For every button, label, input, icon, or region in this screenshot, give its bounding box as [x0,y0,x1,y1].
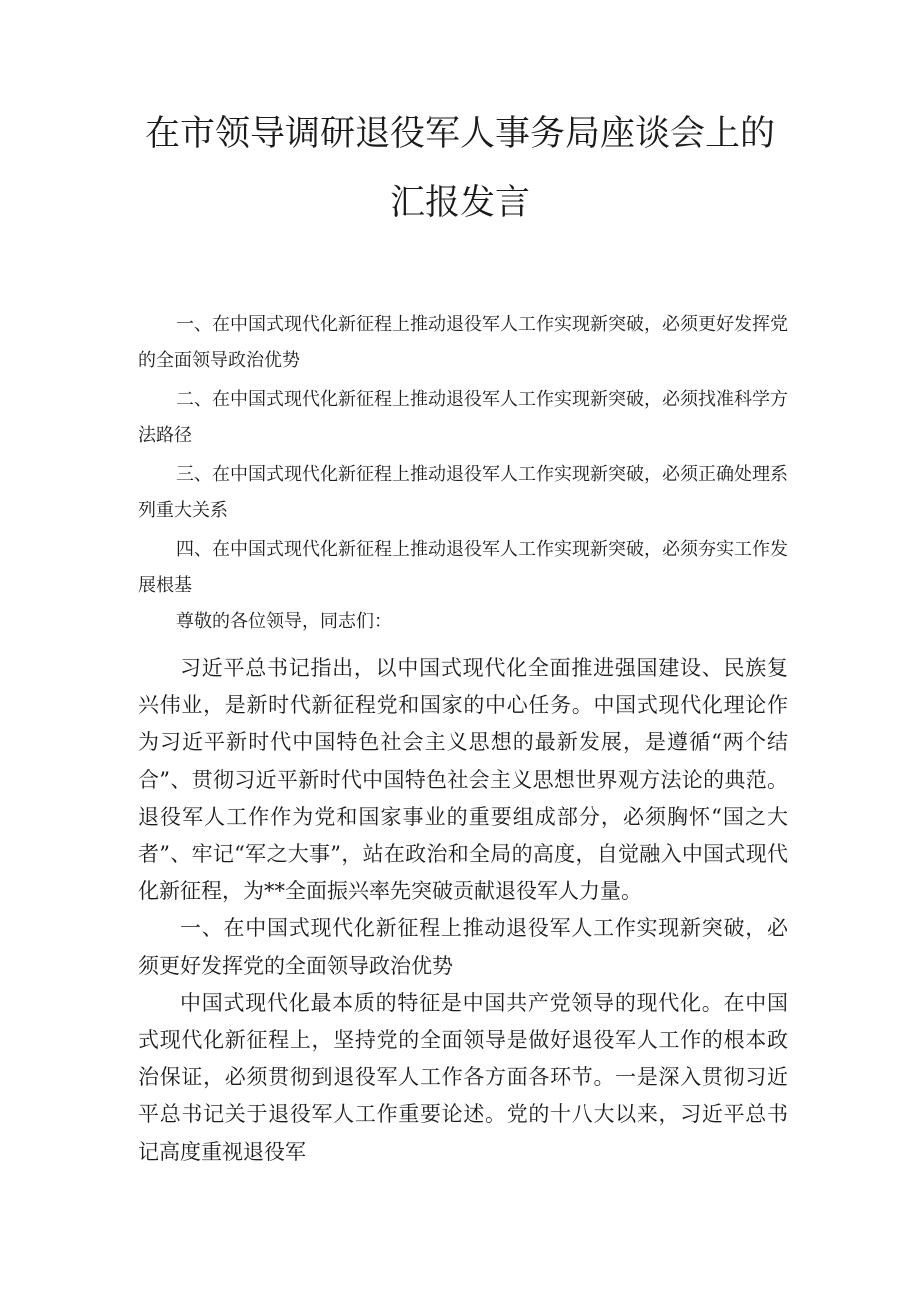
document-title-line1: 在市领导调研退役军人事务局座谈会上的 [144,114,775,154]
document-title-line2: 汇报发言 [389,183,530,223]
toc-item-4: 四、在中国式现代化新征程上推动退役军人工作实现新突破，必须夯实工作发展根基 [138,539,788,596]
toc-item-3: 三、在中国式现代化新征程上推动退役军人工作实现新突破，必须正确处理系列重大关系 [138,464,788,521]
salutation: 尊敬的各位领导，同志们： [176,611,392,632]
toc-item-1: 一、在中国式现代化新征程上推动退役军人工作实现新突破，必须更好发挥党的全面领导政治优势 [138,314,788,371]
body-paragraph-section-1: 中国式现代化最本质的特征是中国共产党领导的现代化。在中国式现代化新征程上，坚持党的全面领导是做好退役军人工作的根本政治保证，必须贯彻到退役军人工作各方面各环节。一是深入贯彻习近平总书记关于退役军人工作重要论述。党的十八大以来，习近平总书记高度重视退役军 [138,990,788,1164]
section-heading-1: 一、在中国式现代化新征程上推动退役军人工作实现新突破，必须更好发挥党的全面领导政治优势 [138,916,788,978]
body-paragraph-intro: 习近平总书记指出，以中国式现代化全面推进强国建设、民族复兴伟业，是新时代新征程党和国家的中心任务。中国式现代化理论作为习近平新时代中国特色社会主义思想的最新发展，是遵循“两个结合”、贯彻习近平新时代中国特色社会主义思想世界观方法论的典范。退役军人工作作为党和国家事业的重要组成部分，必须胸怀“国之大者”、牢记“军之大事”，站在政治和全局的高度，自觉融入中国式现代化新征程，为**全面振兴率先突破贡献退役军人力量。 [138,656,788,904]
document-body [138,650,788,1171]
toc-item-2: 二、在中国式现代化新征程上推动退役军人工作实现新突破，必须找准科学方法路径 [138,389,788,446]
table-of-contents [138,307,788,607]
